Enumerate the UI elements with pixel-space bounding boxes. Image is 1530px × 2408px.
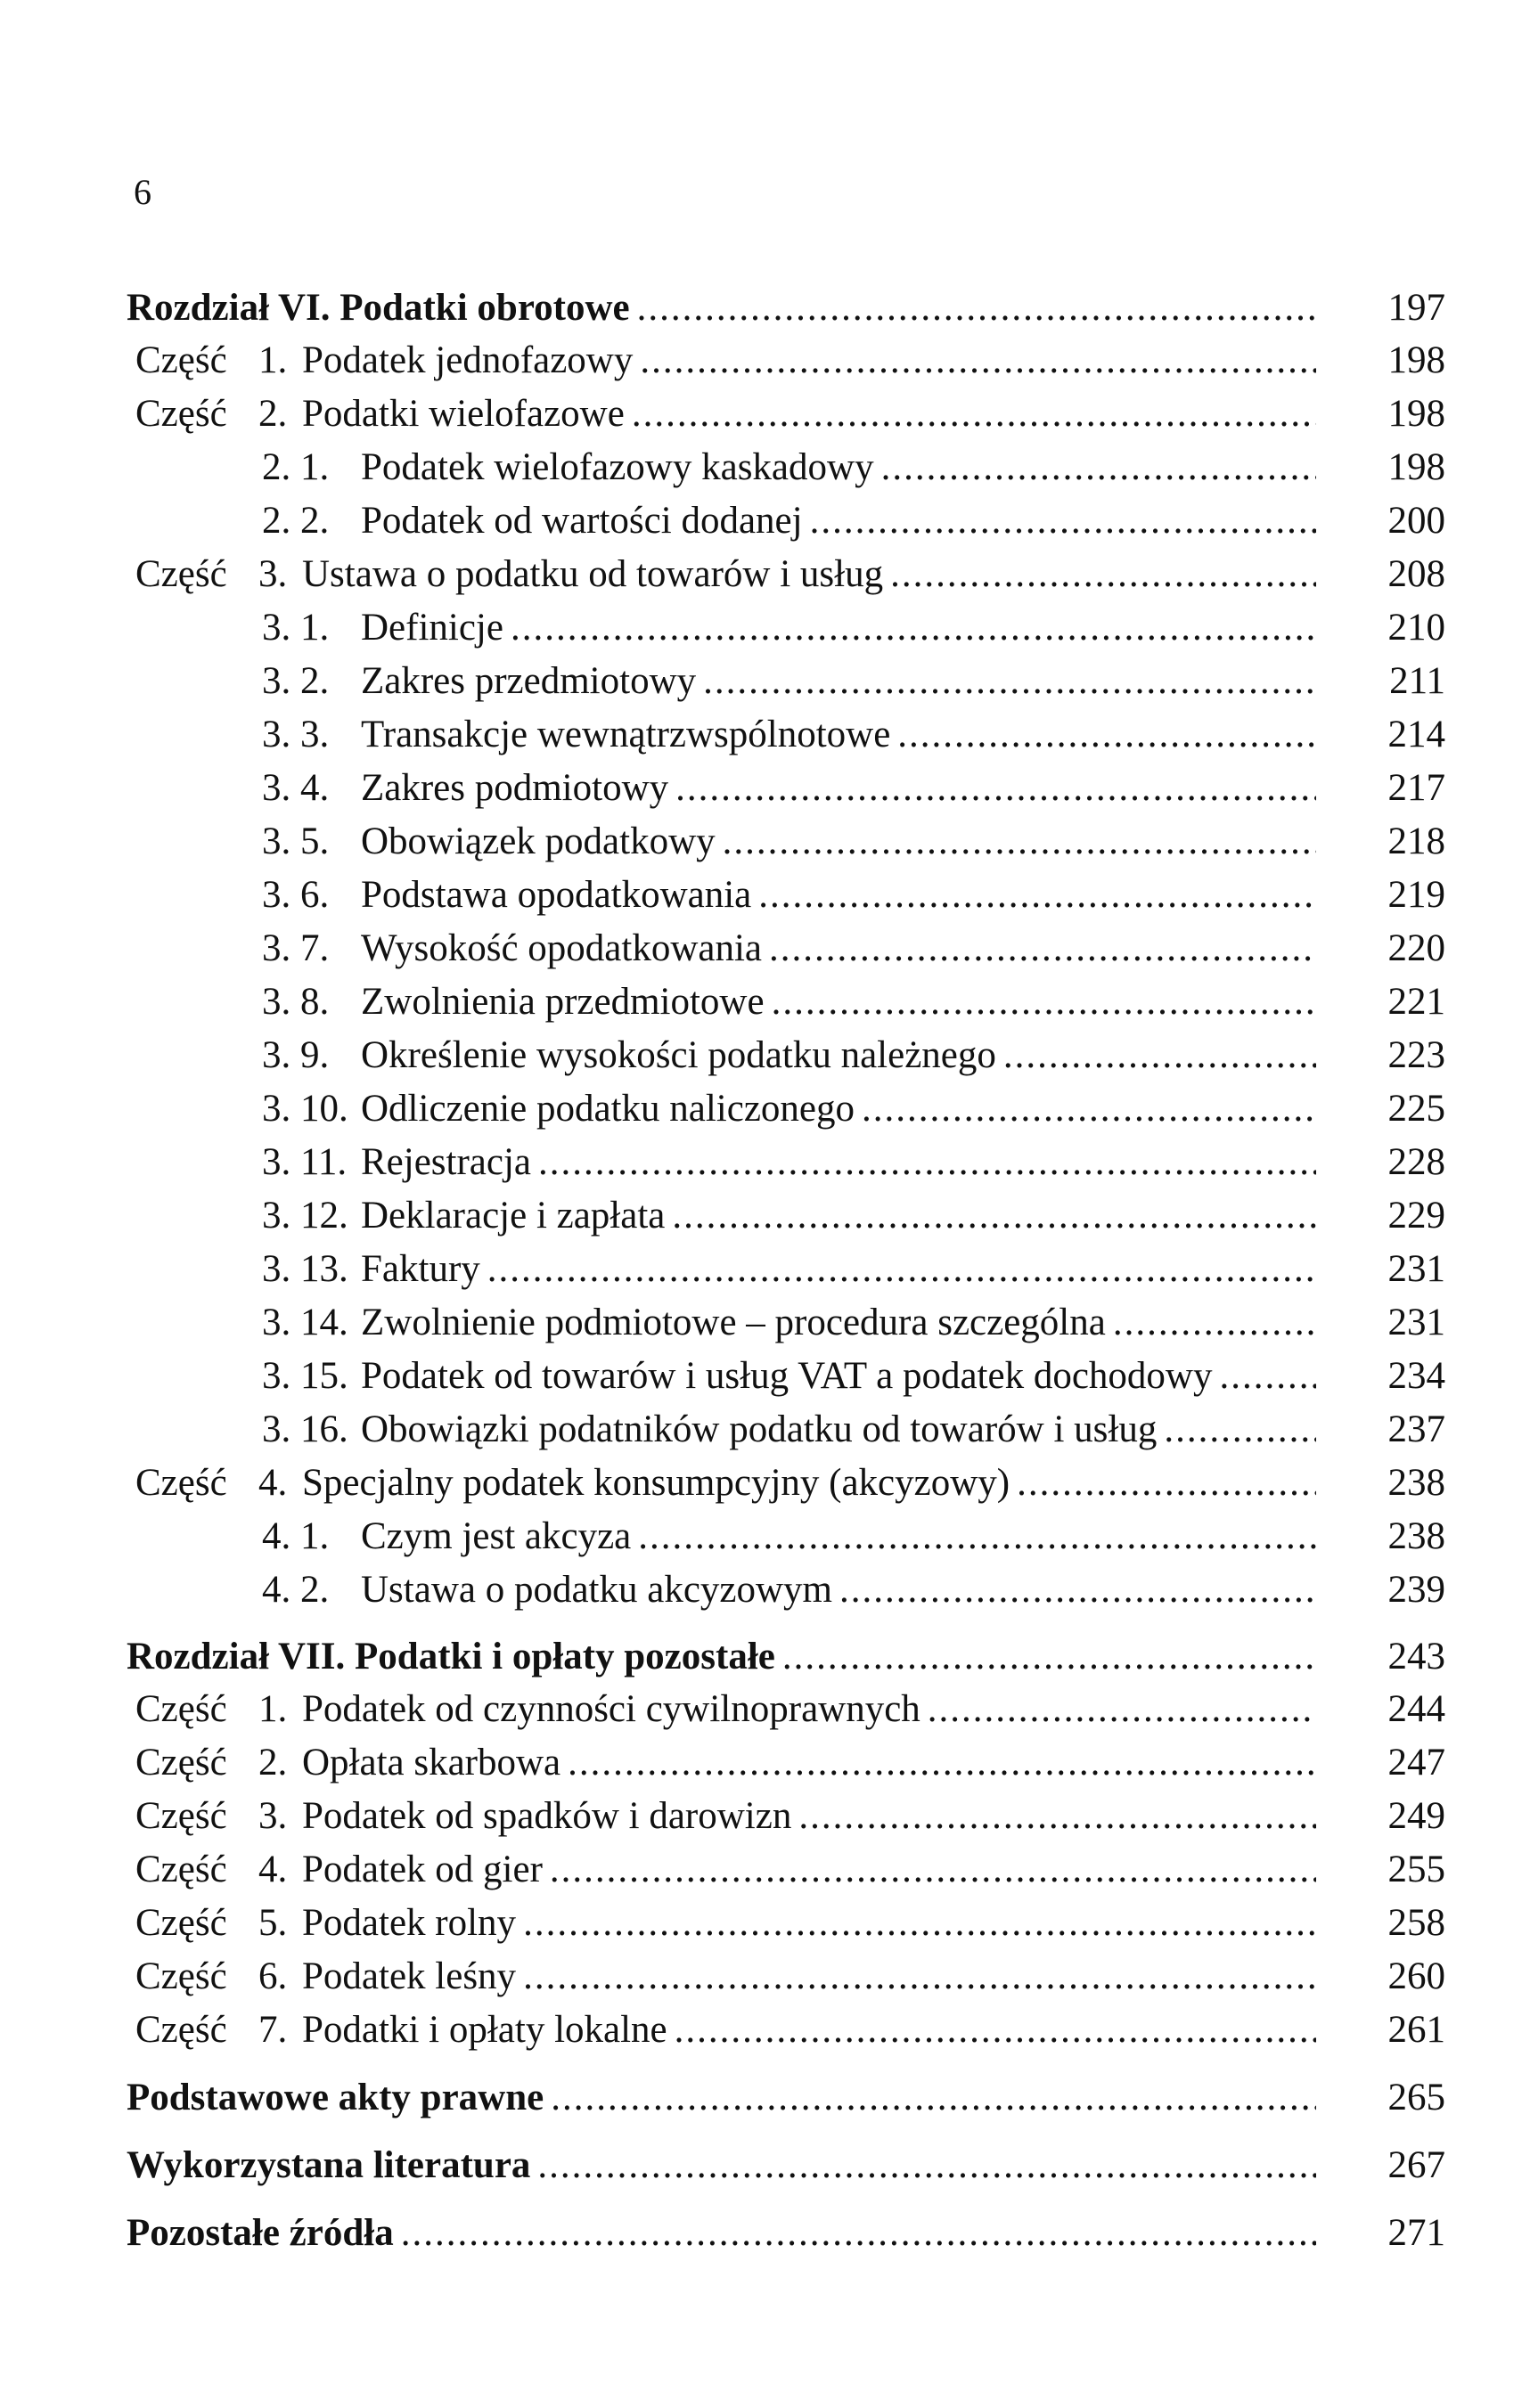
toc-entry-title: Specjalny podatek konsumpcyjny (akcyzowy) [302,1462,1010,1504]
toc-leader-dots [550,1845,1316,1895]
toc-page-number: 239 [1387,1569,1445,1611]
toc-leader-dots [758,870,1316,920]
toc-leader-dots [672,1191,1316,1241]
toc-leader-dots [703,657,1316,706]
toc-chapter-row [127,2208,1445,2258]
toc-leader-dots [769,924,1316,974]
toc-entry-number: 3. 8. [262,981,330,1023]
toc-entry-title: Zakres podmiotowy [361,767,669,809]
toc-entry-number: 5. [258,1902,288,1944]
toc-entry-row [127,1245,1445,1294]
toc-page-number: 260 [1387,1955,1445,1997]
toc-entry-row [127,817,1445,867]
toc-entry-title: Ustawa o podatku akcyzowym [361,1569,832,1611]
toc-page-number: 217 [1387,767,1445,809]
toc-entry-title: Podatek jednofazowy [302,339,634,381]
toc-part-prefix: Część [135,553,227,595]
toc-entry-title: Określenie wysokości podatku należnego [361,1034,996,1076]
toc-page-number: 221 [1387,981,1445,1023]
toc-page-number: 267 [1387,2144,1445,2186]
toc-page-number: 234 [1387,1355,1445,1397]
toc-entry-row [127,1952,1445,2002]
toc-entry-number: 3. 11. [262,1141,348,1183]
toc-page-number: 231 [1387,1248,1445,1290]
toc-leader-dots [1017,1458,1316,1508]
toc-part-prefix: Część [135,1955,227,1997]
toc-entry-row [127,1351,1445,1401]
toc-entry-row [127,1512,1445,1562]
toc-entry-row [127,496,1445,546]
toc-entry-number: 3. 1. [262,607,330,649]
toc-page-number: 197 [1387,287,1445,329]
toc-page-number: 261 [1387,2009,1445,2051]
toc-part-prefix: Część [135,2009,227,2051]
toc-leader-dots [537,2141,1316,2191]
toc-entry-title: Podatek wielofazowy kaskadowy [361,446,874,488]
toc-leader-dots [538,1138,1316,1188]
toc-leader-dots [839,1565,1316,1615]
toc-leader-dots [523,1952,1316,2002]
toc-leader-dots [723,817,1316,867]
toc-chapter-row [127,2141,1445,2191]
toc-entry-row [127,924,1445,974]
toc-leader-dots [782,1632,1316,1682]
toc-part-prefix: Część [135,1688,227,1730]
toc-leader-dots [772,977,1316,1027]
toc-page-number: 228 [1387,1141,1445,1183]
toc-leader-dots [798,1792,1316,1841]
toc-leader-dots [862,1084,1316,1134]
toc-page-number: 210 [1387,607,1445,649]
toc-entry-title: Obowiązki podatników podatku od towarów i usług [361,1408,1158,1450]
toc-page-number: 243 [1387,1636,1445,1677]
toc-entry-number: 2. [258,1742,288,1784]
toc-entry-title: Podatek od gier [302,1849,543,1890]
toc-part-prefix: Część [135,1742,227,1784]
toc-leader-dots [1113,1298,1316,1348]
toc-page-number: 229 [1387,1195,1445,1237]
toc-entry-row [127,1898,1445,1948]
toc-entry-number: 6. [258,1955,288,1997]
toc-page-number: 244 [1387,1688,1445,1730]
toc-page-number: 237 [1387,1408,1445,1450]
toc-entry-title: Obowiązek podatkowy [361,820,716,862]
toc-chapter-row [127,2073,1445,2123]
toc-part-prefix: Część [135,339,227,381]
toc-page-number: 198 [1387,339,1445,381]
toc-leader-dots [1219,1351,1316,1401]
toc-entry-number: 3. 10. [262,1088,348,1130]
toc-entry-number: 3. 4. [262,767,330,809]
toc-leader-dots [401,2208,1316,2258]
toc-entry-number: 4. 1. [262,1515,330,1557]
toc-entry-row [127,603,1445,653]
toc-entry-title: Podstawowe akty prawne [127,2077,544,2118]
toc-entry-title: Podatek od czynności cywilnoprawnych [302,1688,920,1730]
toc-leader-dots [810,496,1316,546]
toc-page-number: 238 [1387,1462,1445,1504]
toc-page-number: 231 [1387,1302,1445,1343]
toc-entry-number: 1. [258,339,288,381]
toc-entry-number: 3. 9. [262,1034,330,1076]
toc-entry-row [127,870,1445,920]
toc-entry-title: Zwolnienia przedmiotowe [361,981,765,1023]
toc-entry-title: Podatek od towarów i usług VAT a podatek dochodowy [361,1355,1213,1397]
toc-entry-row [127,763,1445,813]
toc-entry-row [127,389,1445,439]
toc-entry-title: Faktury [361,1248,480,1290]
toc-entry-title: Rejestracja [361,1141,532,1183]
toc-entry-title: Definicje [361,607,503,649]
toc-leader-dots [632,389,1316,439]
toc-entry-title: Podatki wielofazowe [302,393,625,435]
toc-entry-row [127,710,1445,760]
toc-page-number: 255 [1387,1849,1445,1890]
toc-leader-dots [1003,1031,1316,1081]
toc-entry-row [127,1031,1445,1081]
toc-page-number: 200 [1387,500,1445,542]
toc-entry-row [127,657,1445,706]
toc-entry-title: Odliczenie podatku naliczonego [361,1088,855,1130]
toc-entry-row [127,1084,1445,1134]
toc-part-prefix: Część [135,1902,227,1944]
toc-leader-dots [675,2005,1316,2055]
toc-entry-title: Rozdział VI. Podatki obrotowe [127,287,630,329]
toc-entry-number: 3. 13. [262,1248,348,1290]
toc-page-number: 220 [1387,927,1445,969]
toc-page-number: 258 [1387,1902,1445,1944]
toc-leader-dots [1164,1405,1316,1455]
toc-entry-number: 3. 6. [262,874,330,916]
toc-entry-title: Rozdział VII. Podatki i opłaty pozostałe [127,1636,775,1677]
toc-entry-number: 2. [258,393,288,435]
toc-entry-number: 3. [258,1795,288,1837]
page-number: 6 [134,172,151,212]
toc-entry-row [127,2005,1445,2055]
toc-entry-number: 3. 16. [262,1408,348,1450]
toc-entry-title: Podstawa opodatkowania [361,874,752,916]
toc-entry-row [127,1738,1445,1788]
toc-leader-dots [568,1738,1316,1788]
toc-entry-number: 3. 15. [262,1355,348,1397]
toc-page-number: 265 [1387,2077,1445,2118]
toc-entry-number: 7. [258,2009,288,2051]
toc-page-number: 223 [1387,1034,1445,1076]
toc-part-prefix: Część [135,1795,227,1837]
toc-entry-row [127,977,1445,1027]
toc-entry-title: Podatek od wartości dodanej [361,500,803,542]
toc-entry-row [127,443,1445,493]
toc-entry-title: Ustawa o podatku od towarów i usług [302,553,884,595]
toc-entry-title: Opłata skarbowa [302,1742,561,1784]
toc-entry-row [127,1458,1445,1508]
toc-leader-dots [881,443,1316,493]
toc-entry-number: 3. 5. [262,820,330,862]
toc-entry-title: Deklaracje i zapłata [361,1195,666,1237]
toc-entry-number: 2. 1. [262,446,330,488]
toc-page-number: 219 [1387,874,1445,916]
toc-leader-dots [897,710,1316,760]
toc-entry-number: 3. 7. [262,927,330,969]
toc-page-number: 214 [1387,714,1445,755]
toc-entry-title: Podatek rolny [302,1902,517,1944]
toc-leader-dots [890,550,1316,600]
toc-entry-row [127,1792,1445,1841]
toc-entry-title: Podatek leśny [302,1955,517,1997]
toc-entry-title: Podatek od spadków i darowizn [302,1795,792,1837]
toc-leader-dots [675,763,1316,813]
toc-entry-number: 4. [258,1462,288,1504]
toc-entry-row [127,336,1445,386]
toc-leader-dots [523,1898,1316,1948]
toc-entry-row [127,1685,1445,1735]
toc-page-number: 208 [1387,553,1445,595]
toc-page-number: 218 [1387,820,1445,862]
toc-entry-row [127,1565,1445,1615]
toc-leader-dots [640,336,1316,386]
toc-entry-row [127,1191,1445,1241]
toc-entry-number: 2. 2. [262,500,330,542]
toc-page-number: 249 [1387,1795,1445,1837]
toc-entry-title: Pozostałe źródła [127,2212,394,2254]
toc-leader-dots [551,2073,1316,2123]
toc-entry-number: 4. [258,1849,288,1890]
toc-page-number: 211 [1389,660,1445,702]
toc-chapter-row [127,1632,1445,1682]
toc-entry-title: Wysokość opodatkowania [361,927,763,969]
toc-entry-row [127,1845,1445,1895]
toc-leader-dots [487,1245,1316,1294]
toc-entry-number: 3. 14. [262,1302,348,1343]
toc-entry-title: Podatki i opłaty lokalne [302,2009,667,2051]
toc-entry-title: Transakcje wewnątrzwspólnotowe [361,714,891,755]
toc-page-number: 225 [1387,1088,1445,1130]
toc-entry-number: 1. [258,1688,288,1730]
toc-part-prefix: Część [135,393,227,435]
toc-page-number: 198 [1387,393,1445,435]
toc-chapter-row [127,283,1445,333]
toc-entry-title: Wykorzystana literatura [127,2144,531,2186]
toc-entry-row [127,1138,1445,1188]
toc-entry-number: 3. 2. [262,660,330,702]
toc-entry-row [127,550,1445,600]
toc-entry-number: 3. [258,553,288,595]
toc-entry-number: 4. 2. [262,1569,330,1611]
toc-leader-dots [511,603,1316,653]
toc-entry-row [127,1405,1445,1455]
toc-leader-dots [928,1685,1316,1735]
toc-entry-title: Zwolnienie podmiotowe – procedura szczególna [361,1302,1106,1343]
toc-leader-dots [638,1512,1316,1562]
toc-page-number: 238 [1387,1515,1445,1557]
toc-entry-number: 3. 3. [262,714,330,755]
toc-page-number: 198 [1387,446,1445,488]
toc-page-number: 271 [1387,2212,1445,2254]
toc-part-prefix: Część [135,1849,227,1890]
toc-entry-title: Czym jest akcyza [361,1515,632,1557]
toc-part-prefix: Część [135,1462,227,1504]
toc-entry-row [127,1298,1445,1348]
toc-entry-title: Zakres przedmiotowy [361,660,697,702]
toc-leader-dots [637,283,1316,333]
toc-entry-number: 3. 12. [262,1195,348,1237]
toc-page-number: 247 [1387,1742,1445,1784]
